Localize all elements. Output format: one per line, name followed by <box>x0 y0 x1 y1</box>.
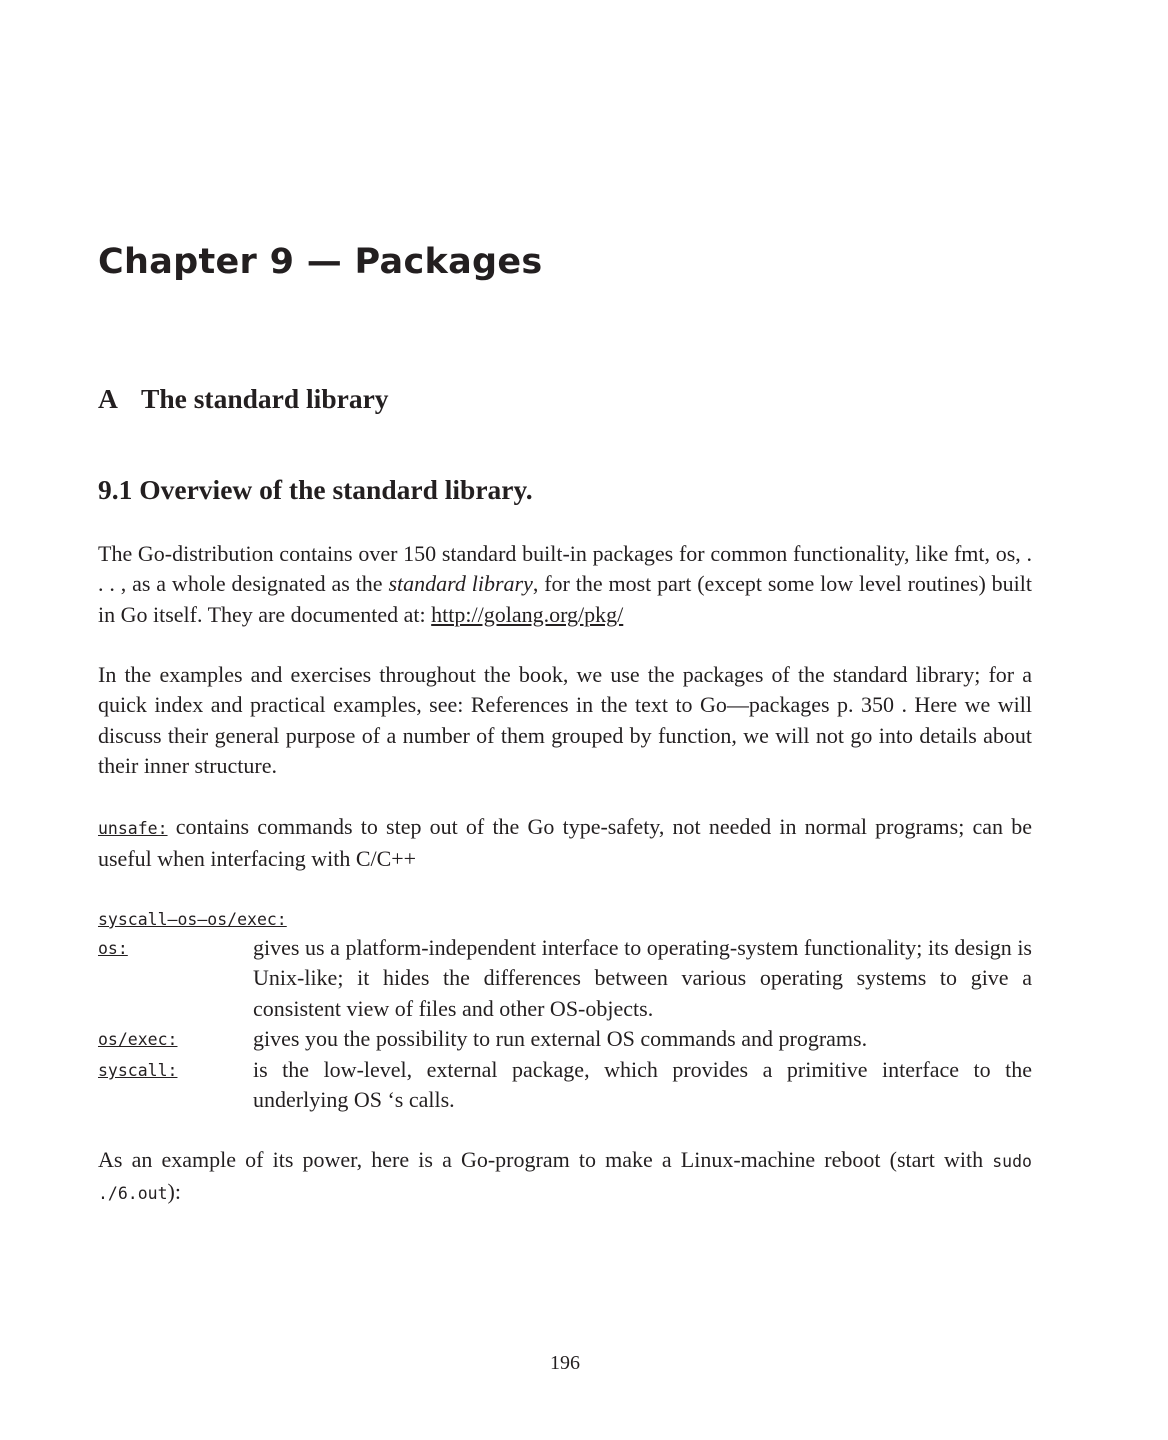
section-title: The standard library <box>141 383 389 414</box>
definition-row <box>98 1024 1032 1055</box>
subsection-heading: 9.1 Overview of the standard library. <box>98 474 533 505</box>
definition-row <box>98 1055 1032 1116</box>
unsafe-package-name: unsafe: <box>98 819 168 838</box>
intro-paragraph <box>98 539 1032 630</box>
golang-pkg-link[interactable]: http://golang.org/pkg/ <box>431 601 624 627</box>
definition-description: gives us a platform-independent interface to operating-system functionality; its design is Unix-like; it hides the differences between various operating systems to give a consistent view of files and other OS-objects. <box>253 935 1032 1021</box>
examples-paragraph: In the examples and exercises throughout the book, we use the packages of the standard library; for a quick index and practical examples, see: References in the text to Go—packages p. 350 . Here we will discuss their general purpose of a number of them grouped by function, we will not go into details about their inner structure. <box>98 662 1032 778</box>
section-letter: A <box>98 383 118 414</box>
reboot-example-text: As an example of its power, here is a Go-program to make a Linux-machine reboot (start with <box>98 1147 993 1172</box>
unsafe-description: contains commands to step out of the Go type-safety, not needed in normal programs; can be useful when interfacing with C/C++ <box>98 814 1032 872</box>
chapter-title: Chapter 9 — Packages <box>98 242 543 282</box>
page-number: 196 <box>550 1352 580 1374</box>
standard-library-emphasis: standard library <box>388 571 533 597</box>
definition-row <box>98 933 1032 1024</box>
intro-text-2: , for the most part (except some low level routines) built in Go itself. They are documented at: <box>98 571 1033 627</box>
reboot-example-paragraph <box>98 1145 1032 1210</box>
package-group-title: syscall—os—os/exec: <box>98 910 287 929</box>
definition-description: gives you the possibility to run external OS commands and programs. <box>253 1025 868 1051</box>
definition-term: os/exec: <box>98 1029 178 1049</box>
document-page <box>98 0 1032 1440</box>
reboot-example-end: ): <box>167 1179 181 1205</box>
definition-term: os: <box>98 939 128 958</box>
package-definition-list <box>98 933 1032 1116</box>
definition-description: is the low-level, external package, which provides a primitive interface to the underlying OS ‘s calls. <box>253 1057 1032 1113</box>
intro-text-1: The Go-distribution contains over 150 standard built-in packages for common functionality, like fmt, os, . . . , as a whole designated as the <box>98 541 1032 597</box>
section-heading <box>98 383 389 415</box>
unsafe-paragraph <box>98 812 1032 875</box>
reboot-command: sudo ./6.out <box>98 1152 1032 1204</box>
definition-term: syscall: <box>98 1061 178 1081</box>
